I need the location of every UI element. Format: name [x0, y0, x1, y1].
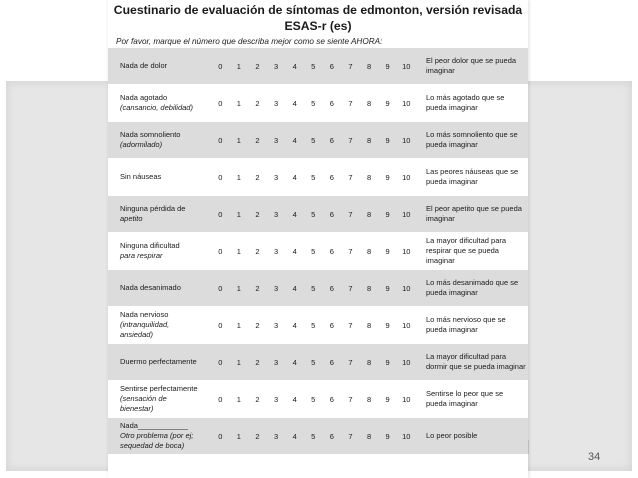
rating-option[interactable]: 7 [348, 98, 353, 108]
rating-option[interactable]: 7 [348, 246, 353, 256]
rating-option[interactable]: 9 [385, 172, 390, 182]
rating-option[interactable]: 8 [366, 98, 372, 108]
rating-option[interactable]: 6 [329, 172, 334, 182]
rating-option[interactable]: 0 [218, 431, 223, 441]
rating-option[interactable]: 0 [218, 172, 223, 182]
table-row [108, 122, 528, 159]
rating-scale [211, 159, 416, 195]
rating-option[interactable]: 0 [218, 357, 223, 367]
rating-option[interactable]: 1 [236, 209, 241, 219]
rating-option[interactable]: 8 [366, 246, 372, 256]
rating-option[interactable]: 7 [348, 320, 353, 330]
rating-option[interactable]: 3 [273, 98, 279, 108]
table-row [108, 381, 528, 418]
symptom-min-text: Nada somnoliento [120, 130, 181, 139]
rating-scale [211, 307, 416, 343]
rating-option[interactable]: 3 [273, 357, 279, 367]
rating-option[interactable]: 1 [236, 172, 241, 182]
rating-option[interactable]: 3 [273, 209, 279, 219]
rating-option[interactable]: 0 [218, 246, 223, 256]
instructions-text: Por favor, marque el número que describa mejor como se siente AHORA: [116, 37, 383, 46]
rating-option[interactable]: 4 [292, 431, 297, 441]
symptom-min-text: Sentirse perfectamente [120, 384, 198, 393]
rating-option[interactable]: 8 [366, 172, 372, 182]
rating-option[interactable]: 2 [255, 135, 260, 145]
symptom-min-text: Sin náuseas [120, 172, 162, 181]
rating-option[interactable]: 4 [292, 357, 297, 367]
rating-option[interactable]: 3 [273, 320, 279, 330]
symptom-min-label [120, 307, 220, 343]
rating-option[interactable]: 10 [402, 209, 411, 219]
page-number: 34 [588, 451, 601, 463]
rating-option[interactable]: 2 [255, 283, 260, 293]
rating-option[interactable]: 2 [255, 357, 260, 367]
rating-option[interactable]: 9 [385, 135, 390, 145]
table-row [108, 418, 528, 455]
symptom-max-label: Las peores náuseas que se pueda imaginar [426, 167, 519, 186]
rating-option[interactable]: 6 [329, 209, 334, 219]
symptom-max-label: La mayor dificultad para respirar que se pueda imaginar [426, 236, 507, 265]
rating-option[interactable]: 2 [255, 209, 260, 219]
rating-scale [211, 122, 416, 158]
symptom-max-label: Lo peor posible [426, 431, 478, 440]
rating-option[interactable]: 6 [329, 135, 334, 145]
rating-option[interactable]: 6 [329, 98, 334, 108]
symptom-min-text: Otro problema (por ej; [120, 431, 194, 440]
rating-option[interactable]: 6 [329, 320, 334, 330]
rating-option[interactable]: 3 [273, 61, 279, 71]
rating-option[interactable]: 6 [329, 357, 334, 367]
table-row [108, 196, 528, 233]
rating-option[interactable]: 6 [329, 394, 334, 404]
rating-option[interactable]: 6 [329, 283, 334, 293]
symptom-min-text: (intranquilidad, [120, 320, 170, 329]
rating-option[interactable]: 2 [255, 320, 260, 330]
rating-option[interactable]: 10 [402, 283, 411, 293]
rating-option[interactable]: 1 [236, 135, 241, 145]
symptom-max-label: El peor dolor que se pueda imaginar [426, 56, 517, 75]
rating-option[interactable]: 1 [236, 61, 241, 71]
symptom-min-label [120, 159, 220, 195]
rating-option[interactable]: 4 [292, 320, 297, 330]
rating-option[interactable]: 2 [255, 98, 260, 108]
symptom-min-label [120, 122, 220, 158]
rating-option[interactable]: 3 [273, 246, 279, 256]
rating-option[interactable]: 9 [385, 61, 390, 71]
rating-scale [211, 344, 416, 380]
symptom-min-text: (sensación de [120, 394, 167, 403]
symptom-max-label: Lo más nervioso que se pueda imaginar [426, 315, 506, 334]
rating-option[interactable]: 1 [236, 98, 241, 108]
rating-option[interactable]: 4 [292, 283, 297, 293]
rating-option[interactable]: 5 [311, 172, 316, 182]
rating-option[interactable]: 10 [402, 394, 411, 404]
symptom-min-label [120, 344, 220, 380]
rating-option[interactable]: 3 [273, 172, 279, 182]
symptom-min-label [120, 196, 220, 232]
symptom-min-label [120, 233, 220, 269]
rating-option[interactable]: 1 [236, 320, 241, 330]
rating-option[interactable]: 4 [292, 98, 297, 108]
rating-option[interactable]: 6 [329, 246, 334, 256]
symptom-min-label [120, 418, 220, 454]
document-subtitle: ESAS-r (es) [284, 19, 352, 33]
rating-option[interactable]: 3 [273, 394, 279, 404]
rating-scale [211, 270, 416, 306]
table-row [108, 344, 528, 381]
symptom-min-text: Nada____________ [120, 421, 188, 430]
rating-option[interactable]: 5 [311, 98, 316, 108]
symptom-min-text: bienestar) [120, 404, 154, 413]
table-row [108, 233, 528, 270]
rating-option[interactable]: 10 [402, 98, 411, 108]
rating-option[interactable]: 7 [348, 283, 353, 293]
rating-option[interactable]: 5 [311, 431, 316, 441]
symptom-min-text: para respirar [120, 251, 163, 260]
document-page [108, 0, 528, 478]
rating-option[interactable]: 2 [255, 394, 260, 404]
rating-option[interactable]: 8 [366, 283, 372, 293]
rating-option[interactable]: 3 [273, 431, 279, 441]
rating-option[interactable]: 2 [255, 431, 260, 441]
rating-option[interactable]: 10 [402, 246, 411, 256]
rating-option[interactable]: 1 [236, 431, 241, 441]
rating-option[interactable]: 5 [311, 394, 316, 404]
rating-option[interactable]: 7 [348, 394, 353, 404]
rating-option[interactable]: 3 [273, 283, 279, 293]
rating-option[interactable]: 10 [402, 320, 411, 330]
rating-option[interactable]: 8 [366, 61, 372, 71]
rating-option[interactable]: 4 [292, 209, 297, 219]
rating-option[interactable]: 4 [292, 172, 297, 182]
rating-option[interactable]: 0 [218, 135, 223, 145]
rating-option[interactable]: 5 [311, 246, 316, 256]
symptom-max-label: Lo más desanimado que se pueda imaginar [426, 278, 519, 297]
rating-scale [211, 85, 416, 121]
rating-option[interactable]: 7 [348, 61, 353, 71]
rating-option[interactable]: 7 [348, 135, 353, 145]
rating-option[interactable]: 0 [218, 394, 223, 404]
rating-option[interactable]: 4 [292, 394, 297, 404]
rating-option[interactable]: 10 [402, 431, 411, 441]
rating-option[interactable]: 8 [366, 209, 372, 219]
rating-option[interactable]: 4 [292, 61, 297, 71]
rating-option[interactable]: 5 [311, 283, 316, 293]
rating-option[interactable]: 8 [366, 320, 372, 330]
rating-option[interactable]: 10 [402, 172, 411, 182]
rating-option[interactable]: 0 [218, 209, 223, 219]
rating-option[interactable]: 2 [255, 246, 260, 256]
rating-option[interactable]: 9 [385, 283, 390, 293]
rating-option[interactable]: 10 [402, 135, 411, 145]
rating-option[interactable]: 0 [218, 320, 223, 330]
symptom-min-text: (cansancio, debilidad) [120, 103, 193, 112]
symptom-max-label: Lo más agotado que se pueda imaginar [426, 93, 505, 112]
rating-option[interactable]: 6 [329, 61, 334, 71]
symptom-min-text: Ninguna pérdida de [120, 204, 186, 213]
rating-scale [211, 48, 416, 84]
symptom-min-label [120, 48, 220, 84]
rating-option[interactable]: 5 [311, 209, 316, 219]
symptom-min-text: (adormilado) [120, 140, 163, 149]
rating-option[interactable]: 10 [402, 61, 411, 71]
symptom-min-text: sequedad de boca) [120, 441, 185, 450]
rating-scale [211, 418, 416, 454]
table-row [108, 270, 528, 307]
rating-option[interactable]: 10 [402, 357, 411, 367]
symptom-min-label [120, 270, 220, 306]
rating-option[interactable]: 4 [292, 135, 297, 145]
table-row [108, 48, 528, 85]
rating-option[interactable]: 9 [385, 209, 390, 219]
symptom-min-label [120, 381, 220, 417]
rating-option[interactable]: 1 [236, 394, 241, 404]
symptom-min-text: Nada nervioso [120, 310, 169, 319]
rating-scale [211, 196, 416, 232]
rating-option[interactable]: 9 [385, 394, 390, 404]
rating-option[interactable]: 1 [236, 357, 241, 367]
rating-option[interactable]: 7 [348, 172, 353, 182]
symptom-min-text: Nada agotado [120, 93, 168, 102]
rating-option[interactable]: 5 [311, 61, 316, 71]
symptom-min-text: Nada desanimado [120, 283, 181, 292]
rating-option[interactable]: 0 [218, 283, 223, 293]
rating-option[interactable]: 2 [255, 172, 260, 182]
symptom-table [108, 48, 528, 455]
table-row [108, 159, 528, 196]
rating-option[interactable]: 1 [236, 246, 241, 256]
document-title: Cuestinario de evaluación de síntomas de edmonton, versión revisada [113, 3, 523, 17]
symptom-min-text: Duermo perfectamente [120, 357, 197, 366]
rating-option[interactable]: 8 [366, 135, 372, 145]
rating-scale [211, 381, 416, 417]
divider-line [528, 440, 529, 454]
rating-option[interactable]: 5 [311, 135, 316, 145]
rating-option[interactable]: 9 [385, 246, 390, 256]
rating-option[interactable]: 5 [311, 357, 316, 367]
symptom-max-label: El peor apetito que se pueda imaginar [426, 204, 522, 223]
rating-option[interactable]: 7 [348, 357, 353, 367]
rating-option[interactable]: 8 [366, 394, 372, 404]
symptom-min-text: Ninguna dificultad [120, 241, 180, 250]
rating-option[interactable]: 3 [273, 135, 279, 145]
rating-option[interactable]: 9 [385, 98, 390, 108]
symptom-max-label: Sentirse lo peor que se pueda imaginar [426, 389, 504, 408]
rating-scale [211, 233, 416, 269]
symptom-max-label: Lo más somnoliento que se pueda imaginar [426, 130, 518, 149]
symptom-max-label: La mayor dificultad para dormir que se pueda imaginar [426, 352, 526, 371]
symptom-min-text: apetito [120, 214, 143, 223]
rating-option[interactable]: 5 [311, 320, 316, 330]
rating-option[interactable]: 9 [385, 320, 390, 330]
rating-option[interactable]: 6 [329, 431, 334, 441]
table-row [108, 85, 528, 122]
symptom-min-text: Nada de dolor [120, 61, 168, 70]
rating-option[interactable]: 9 [385, 431, 390, 441]
symptom-min-text: ansiedad) [120, 330, 153, 339]
rating-option[interactable]: 4 [292, 246, 297, 256]
rating-option[interactable]: 7 [348, 209, 353, 219]
rating-option[interactable]: 0 [218, 98, 223, 108]
rating-option[interactable]: 0 [218, 61, 223, 71]
table-row [108, 307, 528, 344]
rating-option[interactable]: 8 [366, 431, 372, 441]
rating-option[interactable]: 1 [236, 283, 241, 293]
symptom-min-label [120, 85, 220, 121]
rating-option[interactable]: 8 [366, 357, 372, 367]
rating-option[interactable]: 7 [348, 431, 353, 441]
rating-option[interactable]: 9 [385, 357, 390, 367]
rating-option[interactable]: 2 [255, 61, 260, 71]
